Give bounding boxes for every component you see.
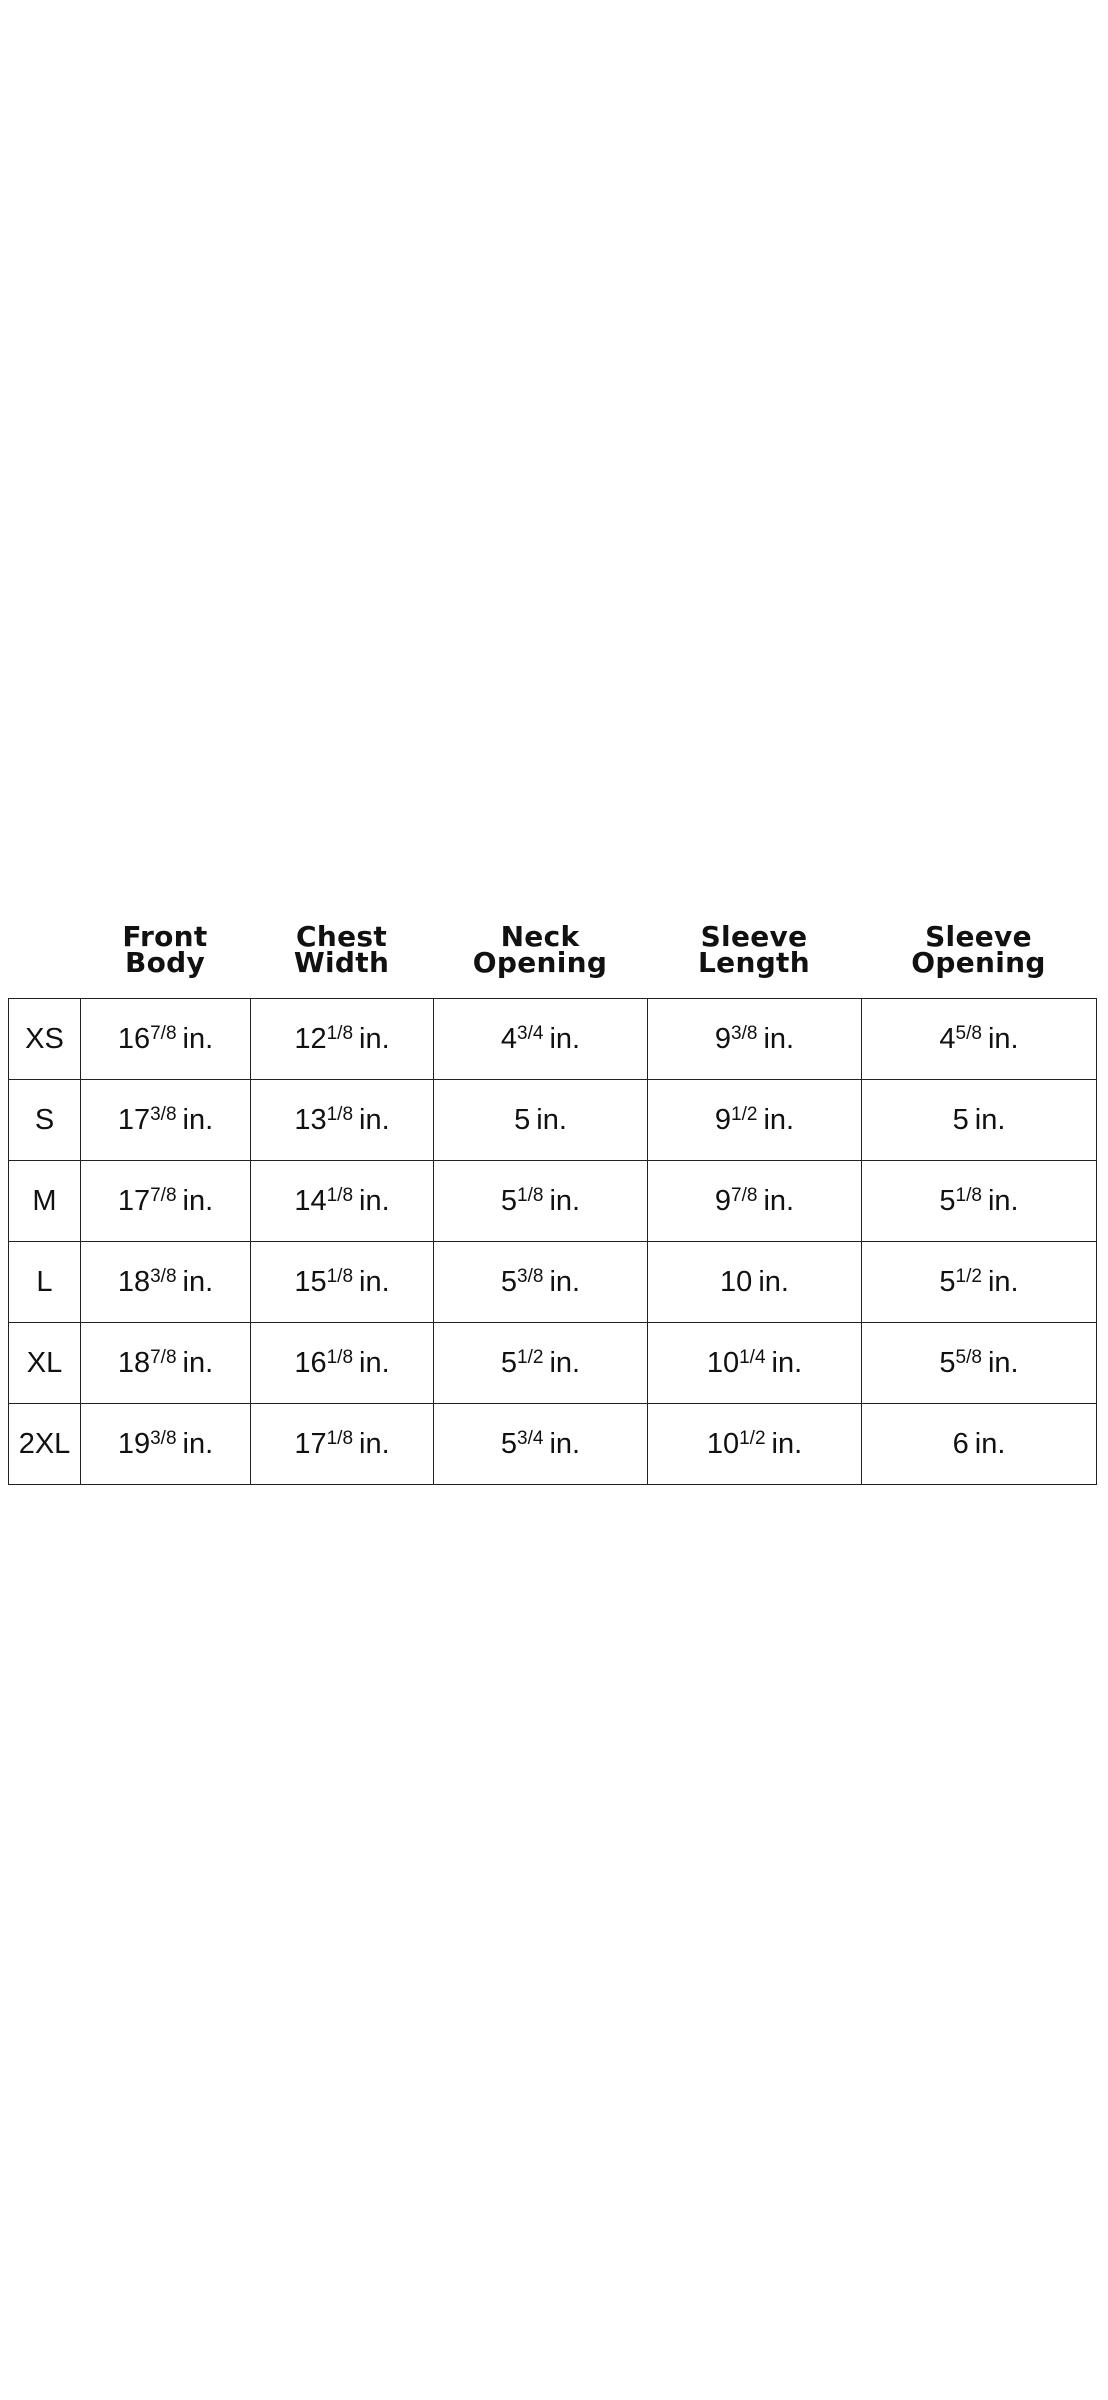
measurement-unit: in.	[359, 1427, 390, 1460]
header-line2: Length	[698, 946, 810, 979]
measurement-fraction: 1/8	[326, 1427, 354, 1449]
measurement-fraction: 5/8	[955, 1022, 982, 1044]
measurement-unit: in.	[987, 1265, 1019, 1298]
measurement-fraction: 1/2	[731, 1103, 758, 1125]
measurement-whole: 18	[117, 1346, 151, 1379]
size-chart-body	[9, 999, 1097, 1485]
header-line2: Opening	[911, 946, 1046, 979]
measurement-whole: 5	[500, 1346, 518, 1379]
table-row	[9, 1080, 1097, 1161]
measurement-unit: in.	[549, 1427, 581, 1460]
measurement-unit: in.	[182, 1427, 214, 1460]
header-neck-opening	[433, 920, 647, 979]
header-line2: Body	[124, 946, 206, 979]
measurement-cell	[862, 1242, 1097, 1323]
measurement-fraction: 1/8	[326, 1265, 354, 1287]
measurement-whole: 18	[117, 1265, 151, 1298]
table-row	[9, 999, 1097, 1080]
size-chart-table	[8, 998, 1097, 1485]
measurement-whole: 4	[500, 1022, 518, 1055]
measurement-unit: in.	[771, 1346, 803, 1379]
measurement-fraction: 1/8	[517, 1184, 544, 1206]
size-label: S	[9, 1080, 81, 1161]
measurement-fraction: 1/2	[955, 1265, 982, 1287]
size-label: M	[9, 1161, 81, 1242]
measurement-whole: 17	[117, 1184, 151, 1217]
measurement-unit: in.	[359, 1346, 390, 1379]
header-sleeve-length	[647, 920, 861, 979]
measurement-unit: in.	[182, 1265, 214, 1298]
measurement-whole: 5	[939, 1184, 956, 1217]
measurement-unit: in.	[359, 1265, 390, 1298]
measurement-whole: 9	[714, 1022, 732, 1055]
measurement-unit: in.	[549, 1265, 581, 1298]
measurement-cell	[251, 1080, 434, 1161]
measurement-unit: in.	[987, 1346, 1019, 1379]
header-sleeve-opening	[861, 920, 1096, 979]
measurement-cell	[862, 1080, 1097, 1161]
measurement-fraction: 7/8	[150, 1346, 177, 1368]
measurement-whole: 14	[294, 1184, 327, 1217]
size-label: XS	[9, 999, 81, 1080]
measurement-cell	[251, 1242, 434, 1323]
measurement-unit: in.	[987, 1022, 1019, 1055]
measurement-whole: 12	[294, 1022, 327, 1055]
size-label: L	[9, 1242, 81, 1323]
measurement-fraction: 1/8	[326, 1022, 354, 1044]
measurement-cell	[648, 1404, 862, 1485]
measurement-fraction: 3/8	[150, 1427, 177, 1449]
measurement-cell	[81, 1323, 251, 1404]
table-header-row	[8, 920, 1096, 980]
measurement-whole: 9	[714, 1103, 732, 1136]
measurement-cell	[862, 1161, 1097, 1242]
table-row	[9, 1404, 1097, 1485]
measurement-fraction: 5/8	[955, 1346, 982, 1368]
measurement-cell	[81, 1080, 251, 1161]
measurement-cell	[862, 1404, 1097, 1485]
measurement-cell	[862, 1323, 1097, 1404]
measurement-cell	[81, 999, 251, 1080]
table-row	[9, 1242, 1097, 1323]
measurement-whole: 10	[720, 1265, 753, 1298]
measurement-fraction: 7/8	[150, 1184, 177, 1206]
measurement-cell	[251, 1161, 434, 1242]
measurement-whole: 19	[117, 1427, 151, 1460]
measurement-fraction: 3/4	[517, 1022, 544, 1044]
header-line2: Width	[293, 946, 390, 979]
measurement-cell	[81, 1404, 251, 1485]
measurement-cell	[251, 999, 434, 1080]
measurement-unit: in.	[359, 1022, 390, 1055]
measurement-cell	[81, 1242, 251, 1323]
measurement-cell	[434, 1080, 648, 1161]
measurement-fraction: 3/4	[517, 1427, 544, 1449]
measurement-fraction: 3/8	[517, 1265, 544, 1287]
measurement-fraction: 1/4	[739, 1346, 766, 1368]
measurement-cell	[434, 1323, 648, 1404]
header-chest-width	[250, 920, 433, 979]
measurement-fraction: 1/8	[326, 1346, 354, 1368]
measurement-whole: 5	[952, 1103, 969, 1136]
measurement-unit: in.	[536, 1103, 567, 1136]
measurement-whole: 10	[706, 1427, 740, 1460]
measurement-cell	[251, 1404, 434, 1485]
measurement-cell	[81, 1161, 251, 1242]
measurement-fraction: 1/8	[955, 1184, 982, 1206]
measurement-unit: in.	[974, 1103, 1006, 1136]
measurement-unit: in.	[974, 1427, 1006, 1460]
measurement-whole: 16	[117, 1022, 151, 1055]
size-label: 2XL	[9, 1404, 81, 1485]
measurement-whole: 13	[294, 1103, 327, 1136]
measurement-whole: 15	[294, 1265, 327, 1298]
header-line1: Chest	[295, 920, 388, 953]
header-line2: Opening	[472, 946, 608, 979]
table-row	[9, 1161, 1097, 1242]
measurement-whole: 6	[952, 1427, 969, 1460]
measurement-unit: in.	[182, 1184, 214, 1217]
measurement-cell	[251, 1323, 434, 1404]
measurement-fraction: 7/8	[150, 1022, 177, 1044]
measurement-unit: in.	[763, 1022, 795, 1055]
measurement-unit: in.	[758, 1265, 789, 1298]
size-label: XL	[9, 1323, 81, 1404]
measurement-cell	[434, 1404, 648, 1485]
measurement-whole: 5	[939, 1265, 956, 1298]
measurement-unit: in.	[549, 1022, 581, 1055]
measurement-unit: in.	[182, 1346, 214, 1379]
measurement-whole: 5	[939, 1346, 956, 1379]
measurement-fraction: 1/2	[517, 1346, 544, 1368]
measurement-cell	[648, 1242, 862, 1323]
header-line1: Sleeve	[925, 920, 1032, 953]
measurement-fraction: 1/2	[739, 1427, 766, 1449]
measurement-whole: 16	[294, 1346, 327, 1379]
measurement-unit: in.	[771, 1427, 803, 1460]
measurement-cell	[862, 999, 1097, 1080]
measurement-cell	[648, 1161, 862, 1242]
measurement-fraction: 1/8	[326, 1103, 354, 1125]
measurement-whole: 10	[706, 1346, 740, 1379]
measurement-unit: in.	[182, 1022, 214, 1055]
measurement-cell	[434, 1161, 648, 1242]
measurement-cell	[648, 1323, 862, 1404]
measurement-fraction: 7/8	[731, 1184, 758, 1206]
measurement-whole: 17	[294, 1427, 327, 1460]
measurement-unit: in.	[987, 1184, 1019, 1217]
measurement-whole: 9	[714, 1184, 732, 1217]
measurement-unit: in.	[763, 1103, 795, 1136]
measurement-unit: in.	[182, 1103, 214, 1136]
measurement-unit: in.	[359, 1184, 390, 1217]
measurement-cell	[648, 999, 862, 1080]
measurement-unit: in.	[549, 1346, 581, 1379]
measurement-unit: in.	[763, 1184, 795, 1217]
table-row	[9, 1323, 1097, 1404]
measurement-cell	[434, 999, 648, 1080]
measurement-whole: 5	[514, 1103, 531, 1136]
measurement-cell	[648, 1080, 862, 1161]
measurement-whole: 5	[500, 1184, 518, 1217]
measurement-fraction: 3/8	[150, 1265, 177, 1287]
measurement-cell	[434, 1242, 648, 1323]
header-line1: Front	[122, 920, 208, 953]
measurement-whole: 4	[939, 1022, 956, 1055]
measurement-whole: 5	[500, 1265, 518, 1298]
measurement-whole: 5	[500, 1427, 518, 1460]
measurement-fraction: 1/8	[326, 1184, 354, 1206]
header-line1: Sleeve	[700, 920, 808, 953]
measurement-fraction: 3/8	[150, 1103, 177, 1125]
header-line1: Neck	[500, 920, 580, 953]
measurement-whole: 17	[117, 1103, 151, 1136]
measurement-unit: in.	[359, 1103, 390, 1136]
measurement-fraction: 3/8	[731, 1022, 758, 1044]
header-front-body	[80, 920, 250, 979]
measurement-unit: in.	[549, 1184, 581, 1217]
